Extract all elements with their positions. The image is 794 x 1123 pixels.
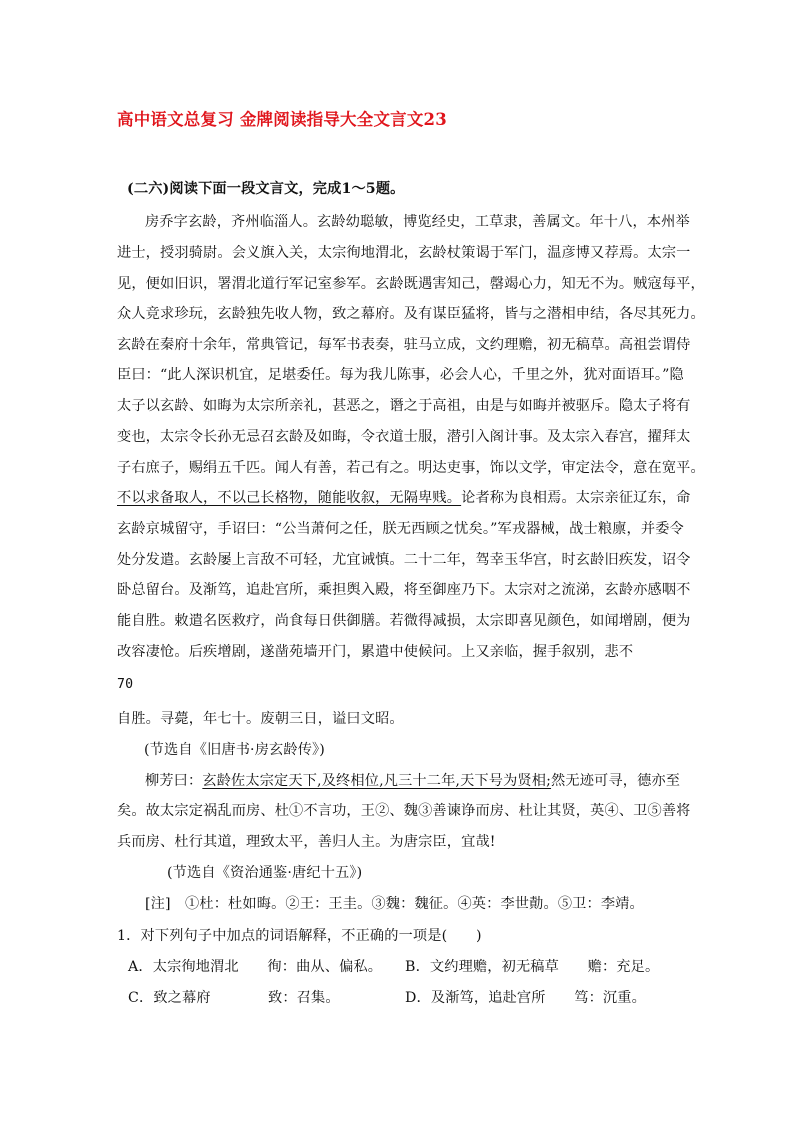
passage-line: 卧总留台。及渐笃，追赴宫所，乘担舆入殿，将至御座乃下。太宗对之流涕，玄龄亦感咽不 bbox=[117, 582, 691, 598]
passage-line: 自胜。寻薨，年七十。废朝三日，谥曰文昭。 bbox=[117, 711, 404, 727]
question-option-d: D．及渐笃，追赴宫所 笃：沉重。 bbox=[405, 990, 646, 1006]
underlined-sentence: 玄龄佐太宗定天下,及终相位,凡三十二年,天下号为贤相; bbox=[202, 773, 552, 789]
underlined-sentence: 不以求备取人，不以己长格物，随能收叙，无隔卑贱。 bbox=[117, 490, 462, 506]
annotation-notes: [注] ①杜：杜如晦。②王：王圭。③魏：魏征。④英：李世勣。⑤卫：李靖。 bbox=[145, 896, 644, 912]
passage-line: 处分发遣。玄龄屡上言敌不可轻，尤宜诫慎。二十二年，驾幸玉华宫，时玄龄旧疾发，诏令 bbox=[117, 552, 691, 568]
passage-line: 改容凄怆。后疾增剧，遂凿苑墙开门，累遣中使候问。上又亲临，握手叙别，悲不 bbox=[117, 644, 634, 660]
passage-line: 能自胜。敕遣名医救疗，尚食每日供御膳。若微得减损，太宗即喜见颜色，如闻增剧，便为 bbox=[117, 613, 691, 629]
passage-line bbox=[117, 487, 691, 507]
question-stem: 1．对下列句子中加点的词语解释，不正确的一项是( ) bbox=[117, 928, 482, 944]
document-title: 高中语文总复习 金牌阅读指导大全文言文23 bbox=[117, 110, 447, 129]
passage-line: 臣曰：“此人深识机宜，足堪委任。每为我儿陈事，必会人心，千里之外，犹对面语耳。”隐 bbox=[117, 367, 684, 383]
passage-line: 玄龄京城留守，手诏曰：“公当萧何之任，朕无西顾之忧矣。”军戎器械，战士粮廪，并委令 bbox=[117, 521, 684, 537]
passage-line: 子右庶子，赐绢五千匹。闻人有善，若己有之。明达吏事，饰以文学，审定法令，意在宽平。 bbox=[117, 460, 705, 476]
section-heading: (二六)阅读下面一段文言文，完成1～5题。 bbox=[127, 181, 405, 197]
passage-line: 变也，太宗令长孙无忌召玄龄及如晦，令衣道士服，潜引入阁计事。及太宗入春宫，擢拜太 bbox=[117, 429, 691, 445]
comment-lead: 柳芳曰： bbox=[145, 773, 203, 789]
comment-text: 然无迹可寻，德亦至 bbox=[551, 773, 681, 789]
source-citation: (节选自《旧唐书·房玄龄传》) bbox=[144, 742, 325, 758]
question-option-a: A．太宗徇地渭北 徇：曲从、偏私。 bbox=[128, 959, 383, 975]
question-option-c: C．致之幕府 致：召集。 bbox=[128, 990, 340, 1006]
comment-line: 兵而房、杜行其道，理致太平，善归人主。为唐宗臣，宜哉! bbox=[117, 834, 496, 850]
comment-line bbox=[145, 770, 680, 790]
passage-line: 玄龄在秦府十余年，常典管记，每军书表奏，驻马立成，文约理赡，初无稿草。高祖尝谓侍 bbox=[117, 337, 691, 353]
comment-line: 矣。故太宗定祸乱而房、杜①不言功，王②、魏③善谏诤而房、杜让其贤，英④、卫⑤善将 bbox=[117, 803, 691, 819]
passage-line: 太子以玄龄、如晦为太宗所亲礼，甚恶之，谮之于高祖，由是与如晦并被驱斥。隐太子将有 bbox=[117, 398, 691, 414]
passage-line: 见，便如旧识，署渭北道行军记室参军。玄龄既遇害知己，罄竭心力，知无不为。贼寇每平， bbox=[117, 276, 705, 292]
question-option-b: B．文约理赡，初无稿草 赡：充足。 bbox=[405, 959, 660, 975]
page-number: 70 bbox=[117, 677, 134, 692]
passage-text: 论者称为良相焉。太宗亲征辽东，命 bbox=[461, 490, 691, 506]
passage-line: 进士，授羽骑尉。会义旗入关，太宗徇地渭北，玄龄杖策谒于军门，温彦博又荐焉。太宗一 bbox=[117, 245, 691, 261]
passage-line: 房乔字玄龄，齐州临淄人。玄龄幼聪敏，博览经史，工草隶，善属文。年十八，本州举 bbox=[145, 214, 690, 230]
source-citation: (节选自《资治通鉴·唐纪十五》) bbox=[167, 865, 363, 881]
passage-line: 众人竞求珍玩，玄龄独先收人物，致之幕府。及有谋臣猛将，皆与之潜相申结，各尽其死力。 bbox=[117, 306, 705, 322]
